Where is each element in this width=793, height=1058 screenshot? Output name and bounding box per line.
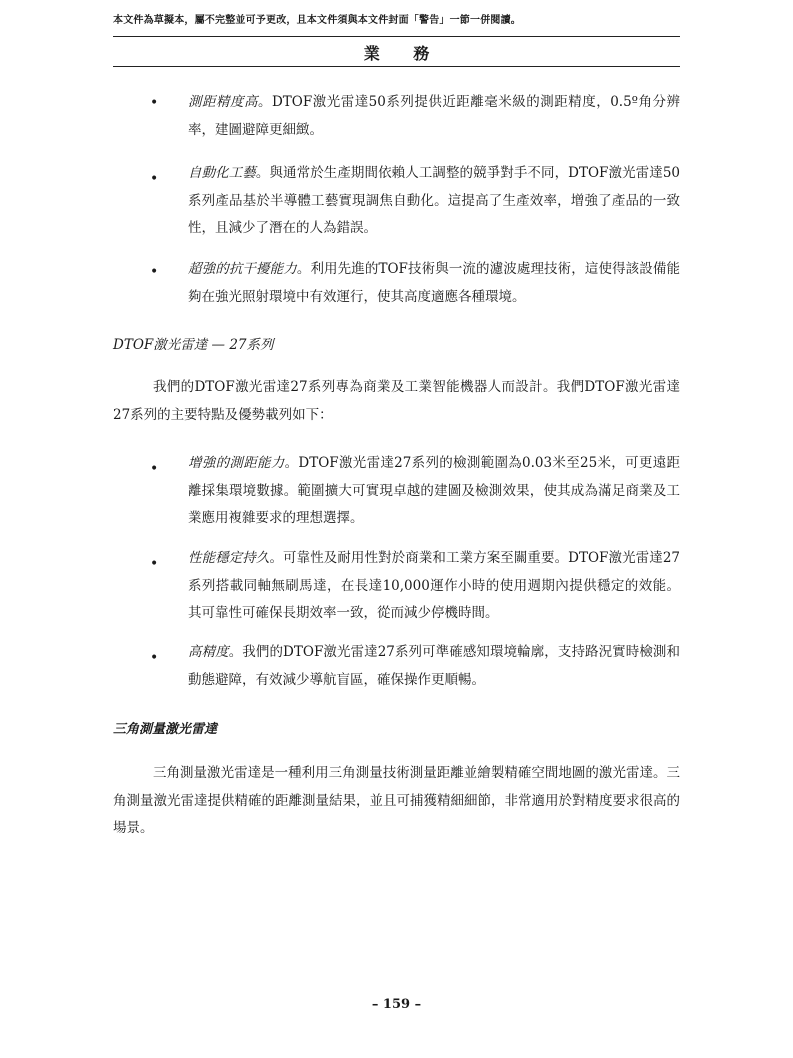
bullet-body: 。利用先進的TOF技術與一流的濾波處理技術，這使得該設備能夠在強光照射環境中有效運行，使其高度適應各種環境。 xyxy=(188,261,680,305)
paragraph-dtof-27: 我們的DTOF激光雷達27系列專為商業及工業智能機器人而設計。我們DTOF激光雷達27系列的主要特點及優勢載列如下： xyxy=(113,379,680,423)
bullet-marker: • xyxy=(150,171,159,187)
header-bottom-rule xyxy=(113,66,680,67)
bullet-marker: • xyxy=(150,461,159,477)
bullet-body: 。DTOF激光雷達50系列提供近距離毫米級的測距精度，0.5º角分辨率，建圖避障更細緻。 xyxy=(188,94,681,138)
header-top-rule xyxy=(113,36,680,37)
subheading-triangulation: 三角測量激光雷達 xyxy=(113,722,218,737)
bullet-lead: 高精度 xyxy=(188,644,229,660)
bullet-marker: • xyxy=(150,650,159,666)
bullet-body: 。與通常於生產期間依賴人工調整的競爭對手不同，DTOF激光雷達50系列產品基於半導體工藝實現調焦自動化。這提高了生產效率，增強了產品的一致性，且減少了潛在的人為錯誤。 xyxy=(188,165,680,236)
bullet-item xyxy=(188,256,680,311)
subheading-dtof-27: DTOF激光雷達 — 27系列 xyxy=(113,337,274,353)
section-title: 業 務 xyxy=(363,44,444,63)
bullet-lead: 超強的抗干擾能力 xyxy=(188,261,297,277)
bullet-item xyxy=(188,89,680,144)
bullet-lead: 性能穩定持久 xyxy=(188,550,270,566)
bullet-item xyxy=(188,545,680,628)
bullet-item xyxy=(188,160,680,243)
bullet-marker: • xyxy=(150,95,159,111)
page-number: – 159 – xyxy=(371,997,422,1012)
bullet-body: 。可靠性及耐用性對於商業和工業方案至關重要。DTOF激光雷達27系列搭載同軸無刷馬達，在長達10,000運作小時的使用週期內提供穩定的效能。其可靠性可確保長期效率一致，從而減少停機時間。 xyxy=(188,550,680,621)
bullet-lead: 測距精度高 xyxy=(188,94,258,110)
bullet-lead: 增強的測距能力 xyxy=(188,455,285,471)
bullet-lead: 自動化工藝 xyxy=(188,165,256,181)
draft-notice: 本文件為草擬本，屬不完整並可予更改，且本文件須與本文件封面「警告」一節一併閱讀。 xyxy=(113,15,521,26)
bullet-marker: • xyxy=(150,264,159,280)
bullet-item xyxy=(188,450,680,533)
bullet-marker: • xyxy=(150,556,159,572)
bullet-body: 。我們的DTOF激光雷達27系列可準確感知環境輪廓，支持路況實時檢測和動態避障，有效減少導航盲區，確保操作更順暢。 xyxy=(188,644,680,688)
bullet-item xyxy=(188,639,680,694)
bullet-body: 。DTOF激光雷達27系列的檢測範圍為0.03米至25米，可更遠距離採集環境數據。範圍擴大可實現卓越的建圖及檢測效果，使其成為滿足商業及工業應用複雜要求的理想選擇。 xyxy=(188,455,680,526)
paragraph-triangulation: 三角測量激光雷達是一種利用三角測量技術測量距離並繪製精確空間地圖的激光雷達。三角測量激光雷達提供精確的距離測量結果，並且可捕獲精細細節，非常適用於對精度要求很高的場景。 xyxy=(113,765,680,836)
